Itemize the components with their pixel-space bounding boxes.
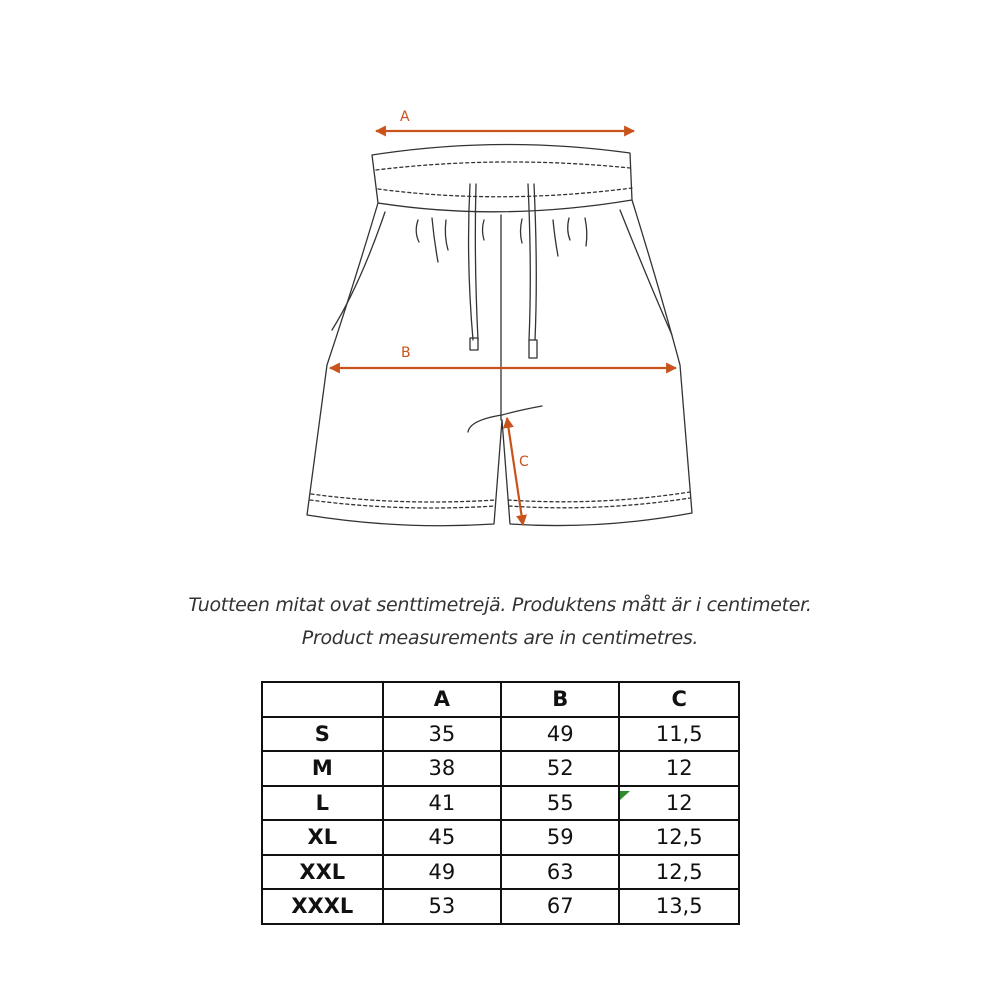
table-row [262, 751, 739, 786]
size-cell: L [262, 786, 383, 821]
size-cell: M [262, 751, 383, 786]
header-b: B [501, 682, 619, 717]
value-b-cell: 49 [501, 717, 619, 752]
value-a-cell: 53 [383, 889, 501, 924]
value-c-cell: 13,5 [619, 889, 739, 924]
table-row [262, 717, 739, 752]
size-cell: XL [262, 820, 383, 855]
waistband [372, 144, 632, 211]
size-cell: S [262, 717, 383, 752]
left-pocket [332, 212, 385, 330]
size-cell: XXXL [262, 889, 383, 924]
header-size [262, 682, 383, 717]
value-c-cell: 12 [619, 751, 739, 786]
size-cell: XXL [262, 855, 383, 890]
table-header-row [262, 682, 739, 717]
table-row [262, 820, 739, 855]
dimension-a-label: A [400, 109, 410, 125]
value-a-cell: 35 [383, 717, 501, 752]
value-c-cell: 11,5 [619, 717, 739, 752]
table-row [262, 889, 739, 924]
value-a-cell: 41 [383, 786, 501, 821]
drawstring-right [528, 184, 530, 340]
header-c: C [619, 682, 739, 717]
shorts-outline [307, 144, 692, 525]
value-a-cell: 49 [383, 855, 501, 890]
waistband-stitch [376, 162, 630, 170]
value-a-cell: 45 [383, 820, 501, 855]
value-b-cell: 55 [501, 786, 619, 821]
header-a: A [383, 682, 501, 717]
value-c-cell: 12,5 [619, 855, 739, 890]
table-row [262, 855, 739, 890]
table-row [262, 786, 739, 821]
value-c-cell: 12,5 [619, 820, 739, 855]
shorts-body [307, 200, 692, 526]
value-b-cell: 63 [501, 855, 619, 890]
value-b-cell: 59 [501, 820, 619, 855]
hem-stitch [311, 494, 496, 502]
value-b-cell: 67 [501, 889, 619, 924]
value-b-cell: 52 [501, 751, 619, 786]
size-table [261, 681, 740, 925]
caption-line-2: Product measurements are in centimetres. [301, 627, 699, 649]
drawstring-left [469, 184, 473, 340]
dimension-b-label: B [401, 345, 411, 361]
value-a-cell: 38 [383, 751, 501, 786]
cell-corner-mark [620, 791, 630, 800]
right-pocket [620, 210, 672, 335]
dimension-c-label: C [519, 454, 529, 470]
caption-line-1: Tuotteen mitat ovat senttimetrejä. Produktens mått är i centimeter. [188, 594, 812, 616]
dimension-arrows [330, 131, 676, 525]
value-c-cell: 12 [619, 786, 739, 821]
